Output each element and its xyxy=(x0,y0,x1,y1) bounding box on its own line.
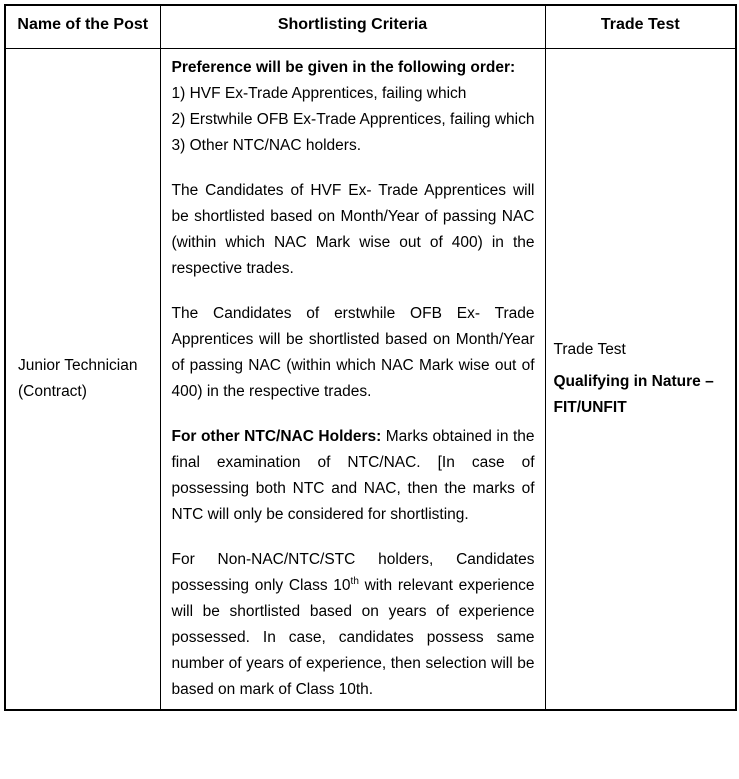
ntc-nac-holders-text: Marks obtained in the final examination of NTC/NAC. [In case of possessing both NTC and NAC, then the marks of NTC will only be considered for shortlisting. xyxy=(171,427,535,523)
trade-test-label: Trade Test xyxy=(553,340,626,358)
header-cell-trade-test: Trade Test xyxy=(545,5,736,48)
header-cell-post: Name of the Post xyxy=(5,5,160,48)
post-name-line1: Junior Technician xyxy=(18,356,138,374)
table-header-row xyxy=(5,5,736,48)
preference-order-heading: Preference will be given in the following order: xyxy=(171,58,516,76)
header-cell-criteria: Shortlisting Criteria xyxy=(160,5,545,48)
post-cell xyxy=(5,48,160,710)
table-row xyxy=(5,48,736,710)
trade-test-cell xyxy=(545,48,736,710)
criteria-paragraph-hvf: The Candidates of HVF Ex- Trade Apprentices will be shortlisted based on Month/Year of passing NAC (within which NAC Mark wise out of 400) in the respective trades. xyxy=(171,181,535,277)
criteria-cell xyxy=(160,48,545,710)
criteria-paragraph-ofb: The Candidates of erstwhile OFB Ex- Trade Apprentices will be shortlisted based on Month/Year of passing NAC (within which NAC Mark wise out of 400) in the respective trades. xyxy=(171,304,535,400)
criteria-paragraph-preference xyxy=(172,55,535,159)
criteria-paragraph-ntc-nac xyxy=(172,424,535,528)
qualifying-nature-line: Qualifying in Nature – xyxy=(553,372,714,390)
preference-item-3: 3) Other NTC/NAC holders. xyxy=(171,136,361,154)
ntc-nac-holders-heading: For other NTC/NAC Holders: xyxy=(171,427,382,445)
non-nac-text-b: with relevant experience will be shortlisted based on years of experience possessed. In case, candidates possess same number of years of experience, then selection will be based on mark of Class 10th. xyxy=(171,576,535,698)
fit-unfit-line: FIT/UNFIT xyxy=(553,398,627,416)
criteria-paragraph-non-nac xyxy=(172,547,535,703)
preference-item-1: 1) HVF Ex-Trade Apprentices, failing which xyxy=(171,84,467,102)
ordinal-superscript: th xyxy=(350,575,359,587)
shortlisting-criteria-table xyxy=(4,4,737,711)
non-nac-text-a: For Non-NAC/NTC/STC holders, Candidates possessing only Class 10 xyxy=(171,550,535,594)
post-name-line2: (Contract) xyxy=(18,382,87,400)
preference-item-2: 2) Erstwhile OFB Ex-Trade Apprentices, failing which xyxy=(171,110,535,128)
